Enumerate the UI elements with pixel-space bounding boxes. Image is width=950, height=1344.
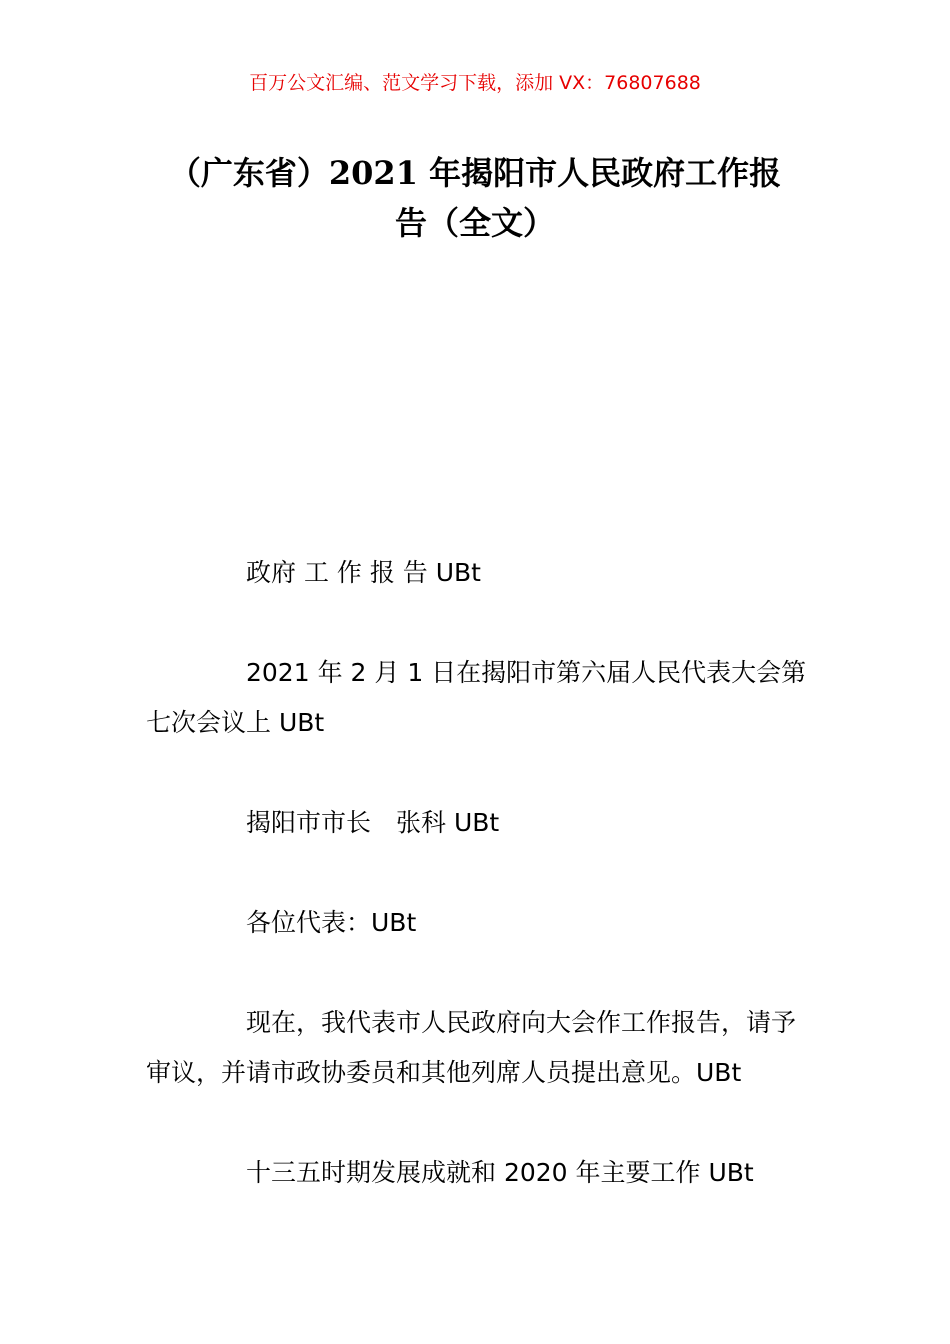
- document-title: [140, 148, 810, 248]
- paragraph-heading: 政府 工 作 报 告 UBt: [246, 558, 481, 587]
- title-line-1: （广东省）2021 年揭阳市人民政府工作报: [168, 154, 782, 192]
- document-body: [146, 548, 808, 1248]
- paragraph-speaker: 揭阳市市长 张科 UBt: [246, 808, 500, 837]
- paragraph-intro: 现在，我代表市人民政府向大会作工作报告，请予审议，并请市政协委员和其他列席人员提出意见。UBt: [146, 1008, 797, 1087]
- paragraph-section-heading: 十三五时期发展成就和 2020 年主要工作 UBt: [246, 1158, 754, 1187]
- title-line-2: 告（全文）: [394, 204, 555, 242]
- paragraph-meeting: 2021 年 2 月 1 日在揭阳市第六届人民代表大会第七次会议上 UBt: [146, 658, 807, 737]
- paragraph-salutation: 各位代表：UBt: [246, 908, 417, 937]
- header-note: 百万公文汇编、范文学习下载，添加 VX：76807688: [249, 72, 701, 94]
